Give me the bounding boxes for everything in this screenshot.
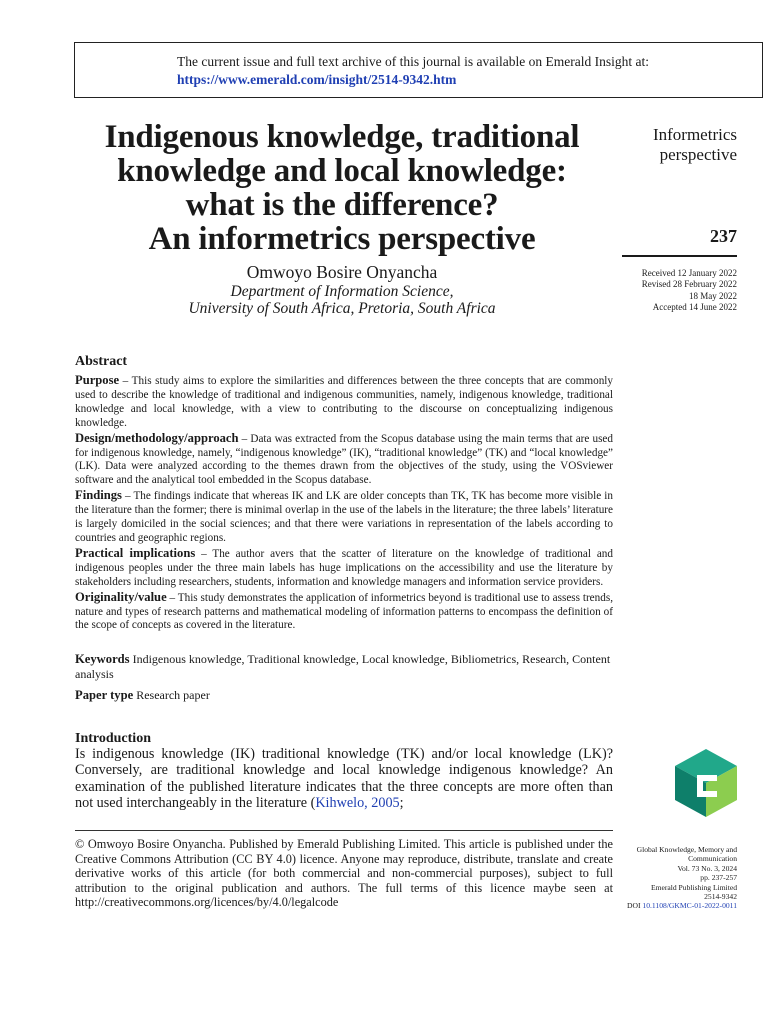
design-label: Design/methodology/approach (75, 430, 239, 445)
originality-label: Originality/value (75, 589, 167, 604)
accepted-date: Accepted 14 June 2022 (652, 301, 737, 312)
paper-type-text: Research paper (133, 688, 210, 702)
practical-text: – The author avers that the scatter of literature on the knowledge of traditional and indigenous peoples under the three main labels has huge implications on the accessibility and use the literature by stakeholders including researchers, students, information and knowledge managers and information service providers. (75, 547, 613, 588)
findings-text: – The findings indicate that whereas IK and LK are older concepts than TK, TK has become more visible in the literature than the former; there is minimal overlap in the use of the labels in the literature; the three labels’ literature is largely domiciled in the social sciences; and that there were variations in representation of the labels according to countries and geographic regions. (75, 490, 613, 544)
affiliation-line-2: University of South Africa, Pretoria, South Africa (188, 300, 496, 317)
author-affiliation (62, 283, 622, 317)
keywords-text: Indigenous knowledge, Traditional knowledge, Local knowledge, Bibliometrics, Research, Content analysis (75, 652, 611, 681)
paper-type (75, 688, 613, 703)
title-line-1: Indigenous knowledge, traditional (104, 119, 580, 155)
doi-label: DOI (627, 901, 643, 911)
journal-pages: pp. 237-257 (700, 873, 737, 883)
abstract-heading: Abstract (75, 354, 128, 369)
publication-dates (600, 268, 737, 313)
notice-text: The current issue and full text archive of this journal is available on Emerald Insight at: (177, 54, 649, 69)
emerald-logo-icon (675, 749, 737, 817)
journal-name-line-2: Communication (688, 854, 737, 864)
revised-date-1: Revised 28 February 2022 (641, 279, 737, 290)
received-date: Received 12 January 2022 (641, 268, 737, 278)
findings-label: Findings (75, 488, 122, 503)
originality-text: – This study demonstrates the application of informetrics beyond is traditional use to assess trends, nature and types of research patterns and mathematical modeling of information patterns to encompass the definition of the scope of concepts as covered in the literature. (75, 591, 613, 632)
abstract-practical (75, 547, 613, 590)
doi-link[interactable]: 10.1108/GKMC-01-2022-0011 (642, 901, 737, 911)
running-title (622, 125, 737, 165)
journal-publisher: Emerald Publishing Limited (650, 882, 737, 892)
title-line-3: what is the difference? (185, 187, 499, 223)
introduction-heading: Introduction (75, 731, 151, 746)
introduction-body: Is indigenous knowledge (IK) traditional knowledge (TK) and/or local knowledge (LK)? Conversely, are traditional knowledge and local knowledge indigenous knowledge? An examination of the published literature indicates that the three concepts are more often than not used interchangeably in the literature ( (75, 746, 613, 811)
running-title-line-2: perspective (659, 145, 737, 164)
journal-issn: 2514-9342 (704, 892, 737, 902)
revised-date-2: 18 May 2022 (689, 290, 737, 301)
purpose-label: Purpose (75, 373, 120, 387)
journal-volume: Vol. 73 No. 3, 2024 (677, 863, 737, 873)
running-title-line-1: Informetrics (652, 125, 737, 144)
journal-info (600, 845, 737, 911)
design-text: – Data was extracted from the Scopus database using the main terms that are used for indigenous knowledge, namely, “indigenous knowledge” (IK), “traditional knowledge” (TK) and “local knowledge” (LK). Data were analyzed according to the themes drawn from the objectives of the study, using the VOSviewer software and the analytical tool embedded in the Scopus database. (75, 432, 613, 487)
footnote-divider (75, 830, 613, 831)
keywords-label: Keywords (75, 652, 130, 666)
journal-url-link[interactable]: https://www.emerald.com/insight/2514-9342.htm (177, 72, 457, 87)
journal-availability-notice (74, 42, 763, 98)
keywords (75, 652, 613, 681)
introduction-body-end: ; (399, 794, 404, 811)
abstract-design (75, 432, 613, 489)
journal-doi (600, 901, 737, 910)
abstract-findings (75, 489, 613, 546)
purpose-text: – This study aims to explore the similarities and differences between the three concepts that are commonly used to describe the knowledge of traditional and indigenous communities, namely, indigenous knowledge, traditional knowledge and local knowledge, with a view to contributing to the discourse on conceptualizing indigenous knowledge. (75, 375, 613, 429)
paper-type-label: Paper type (75, 688, 134, 702)
article-title (62, 120, 622, 256)
abstract-originality (75, 591, 613, 634)
citation-link[interactable]: Kihwelo, 2005 (315, 794, 400, 811)
page-number: 237 (710, 226, 737, 246)
side-divider (622, 255, 737, 257)
license-footnote: © Omwoyo Bosire Onyancha. Published by Emerald Publishing Limited. This article is published under the Creative Commons Attribution (CC BY 4.0) licence. Anyone may reproduce, distribute, translate and create derivative works of this article (for both commercial and non-commercial purposes), subject to full attribution to the original publication and authors. The full terms of this licence maybe seen at http://creativecommons.org/licences/by/4.0/legalcode (75, 837, 613, 909)
journal-name-line-1: Global Knowledge, Memory and (636, 845, 737, 854)
abstract-body (75, 374, 613, 634)
title-line-4: An informetrics perspective (148, 221, 536, 257)
practical-label: Practical implications (75, 545, 196, 560)
introduction-text (75, 746, 613, 811)
abstract-purpose (75, 374, 613, 431)
affiliation-line-1: Department of Information Science, (230, 283, 454, 300)
author-name: Omwoyo Bosire Onyancha (246, 262, 438, 282)
title-line-2: knowledge and local knowledge: (117, 153, 567, 189)
